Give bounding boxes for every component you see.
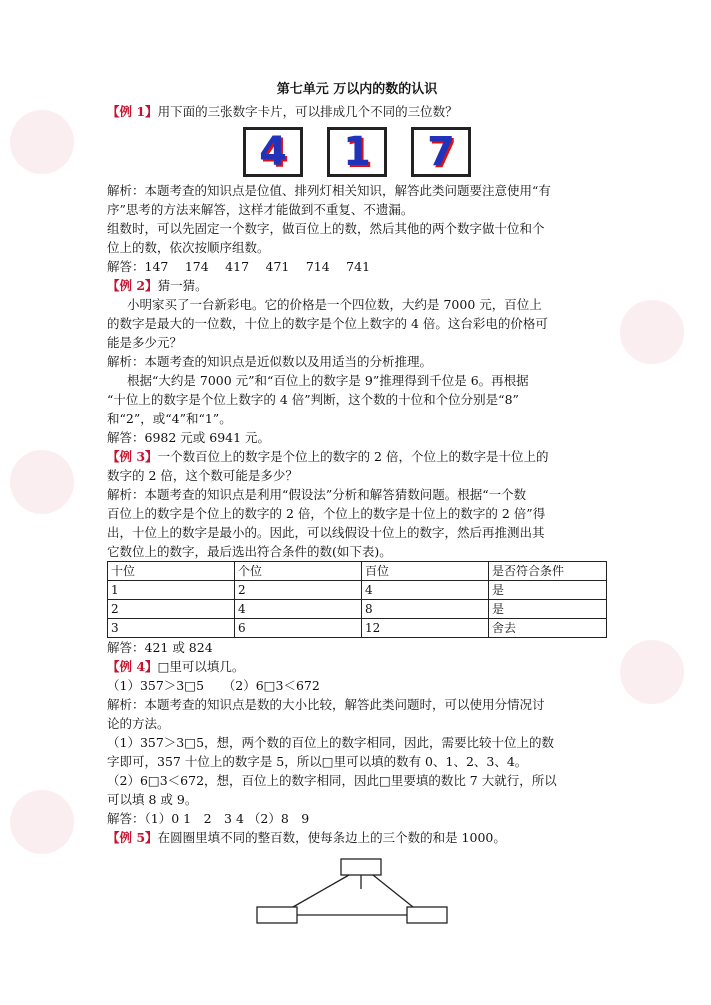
diagram-edge xyxy=(293,875,349,907)
table-cell: 4 xyxy=(362,581,489,600)
watermark-logo xyxy=(10,110,74,174)
diagram-box-left xyxy=(257,907,297,923)
example-4-tag: 【例 4】 xyxy=(107,659,158,674)
triangle-diagram xyxy=(107,855,607,945)
table-cell: 4 xyxy=(235,600,362,619)
watermark-logo xyxy=(620,640,684,704)
problem-line: 小明家买了一台新彩电。它的价格是一个四位数，大约是 7000 元，百位上 xyxy=(127,297,542,312)
table-row xyxy=(108,581,607,600)
example-3-question: 【例 3】一个数百位上的数字是个位上的数字的 2 倍，个位上的数字是十位上的 xyxy=(107,449,549,464)
table-cell: 12 xyxy=(362,619,489,638)
table-cell: 是 xyxy=(489,600,607,619)
diagram-box-right xyxy=(407,907,447,923)
triangle-diagram-svg xyxy=(107,855,607,945)
document-page xyxy=(107,80,607,945)
number-card: 1 xyxy=(327,127,387,177)
example-2-question: 【例 2】猜一猜。 xyxy=(107,278,208,293)
analysis-line: 根据“大约是 7000 元”和“百位上的数字是 9”推理得到千位是 6。再根据 xyxy=(127,373,529,388)
analysis-line: 可以填 8 或 9。 xyxy=(107,792,198,807)
example-2-tag: 【例 2】 xyxy=(107,278,158,293)
analysis-line: 百位上的数字是个位上的数字的 2 倍，个位上的数字是十位上的数字的 2 倍”得 xyxy=(107,506,546,521)
answer-line: 解答：147 174 417 471 714 741 xyxy=(107,259,371,274)
watermark-logo xyxy=(620,300,684,364)
table-header-row xyxy=(108,562,607,581)
page-title: 第七单元 万以内的数的认识 xyxy=(276,82,438,97)
number-card: 7 xyxy=(411,127,471,177)
table-cell: 6 xyxy=(235,619,362,638)
example-1-tag: 【例 1】 xyxy=(107,104,158,119)
table-row xyxy=(108,619,607,638)
problem-line: （1）357＞3□5 （2）6□3＜672 xyxy=(107,678,320,693)
analysis-line: 论的方法。 xyxy=(107,716,170,731)
analysis-line: 解析：本题考查的知识点是数的大小比较，解答此类问题时，可以使用分情况讨 xyxy=(107,697,545,712)
table-header-cell: 个位 xyxy=(235,562,362,581)
answer-line: 解答：（1）0 1 2 3 4 （2）8 9 xyxy=(107,811,310,826)
analysis-line: 序”思考的方法来解答，这样才能做到不重复、不遗漏。 xyxy=(107,202,414,217)
analysis-line: 组数时，可以先固定一个数字，做百位上的数，然后其他的两个数字做十位和个 xyxy=(107,221,545,236)
analysis-line: 解析：本题考查的知识点是近似数以及用适当的分析推理。 xyxy=(107,354,433,369)
table-cell: 1 xyxy=(108,581,235,600)
analysis-line: （2）6□3＜672，想，百位上的数字相同，因此□里要填的数比 7 大就行，所以 xyxy=(107,773,557,788)
table-cell: 2 xyxy=(108,600,235,619)
problem-line: 的数字是最大的一位数，十位上的数字是个位上数字的 4 倍。这台彩电的价格可 xyxy=(107,316,548,331)
table-cell: 是 xyxy=(489,581,607,600)
answer-line: 解答：6982 元或 6941 元。 xyxy=(107,430,271,445)
table-cell: 舍去 xyxy=(489,619,607,638)
problem-line: 能是多少元？ xyxy=(107,335,183,350)
watermark-logo xyxy=(10,450,74,514)
table-header-cell: 百位 xyxy=(362,562,489,581)
analysis-line: 字即可，357 十位上的数字是 5，所以□里可以填的数有 0、1、2、3、4。 xyxy=(107,754,528,769)
table-header-cell: 十位 xyxy=(108,562,235,581)
example-1-question: 【例 1】用下面的三张数字卡片，可以排成几个不同的三位数？ xyxy=(107,104,458,119)
number-card: 4 xyxy=(243,127,303,177)
analysis-line: 出，十位上的数字是最小的。因此，可以线假设十位上的数字，然后再推测出其 xyxy=(107,525,545,540)
analysis-line: 位上的数，依次按顺序组数。 xyxy=(107,240,270,255)
example-3-tag: 【例 3】 xyxy=(107,449,158,464)
problem-line: 数字的 2 倍，这个数可能是多少？ xyxy=(107,468,298,483)
analysis-line: 解析：本题考查的知识点是利用“假设法”分析和解答猜数问题。根据“一个数 xyxy=(107,487,527,502)
example-5-question: 【例 5】在圆圈里填不同的整百数，使每条边上的三个数的和是 1000。 xyxy=(107,830,506,845)
table-row xyxy=(108,600,607,619)
analysis-line: 解析：本题考查的知识点是位值、排列灯相关知识，解答此类问题要注意使用“有 xyxy=(107,183,551,198)
answer-line: 解答：421 或 824 xyxy=(107,640,213,655)
analysis-line: 和“2”，或“4”和“1”。 xyxy=(107,411,232,426)
analysis-line: “十位上的数字是个位上数字的 4 倍”判断，这个数的十位和个位分别是“8” xyxy=(107,392,519,407)
digit-table xyxy=(107,561,607,638)
watermark-logo xyxy=(10,790,74,854)
table-cell: 3 xyxy=(108,619,235,638)
analysis-line: 它数位上的数字，最后选出符合条件的数(如下表)。 xyxy=(107,544,392,559)
table-cell: 8 xyxy=(362,600,489,619)
analysis-line: （1）357＞3□5，想，两个数的百位上的数字相同，因此，需要比较十位上的数 xyxy=(107,735,555,750)
example-4-question: 【例 4】□里可以填几。 xyxy=(107,659,245,674)
diagram-box-top xyxy=(341,859,381,875)
table-cell: 2 xyxy=(235,581,362,600)
number-cards xyxy=(107,127,607,177)
table-header-cell: 是否符合条件 xyxy=(489,562,607,581)
example-5-tag: 【例 5】 xyxy=(107,830,158,845)
diagram-edge xyxy=(373,875,413,907)
